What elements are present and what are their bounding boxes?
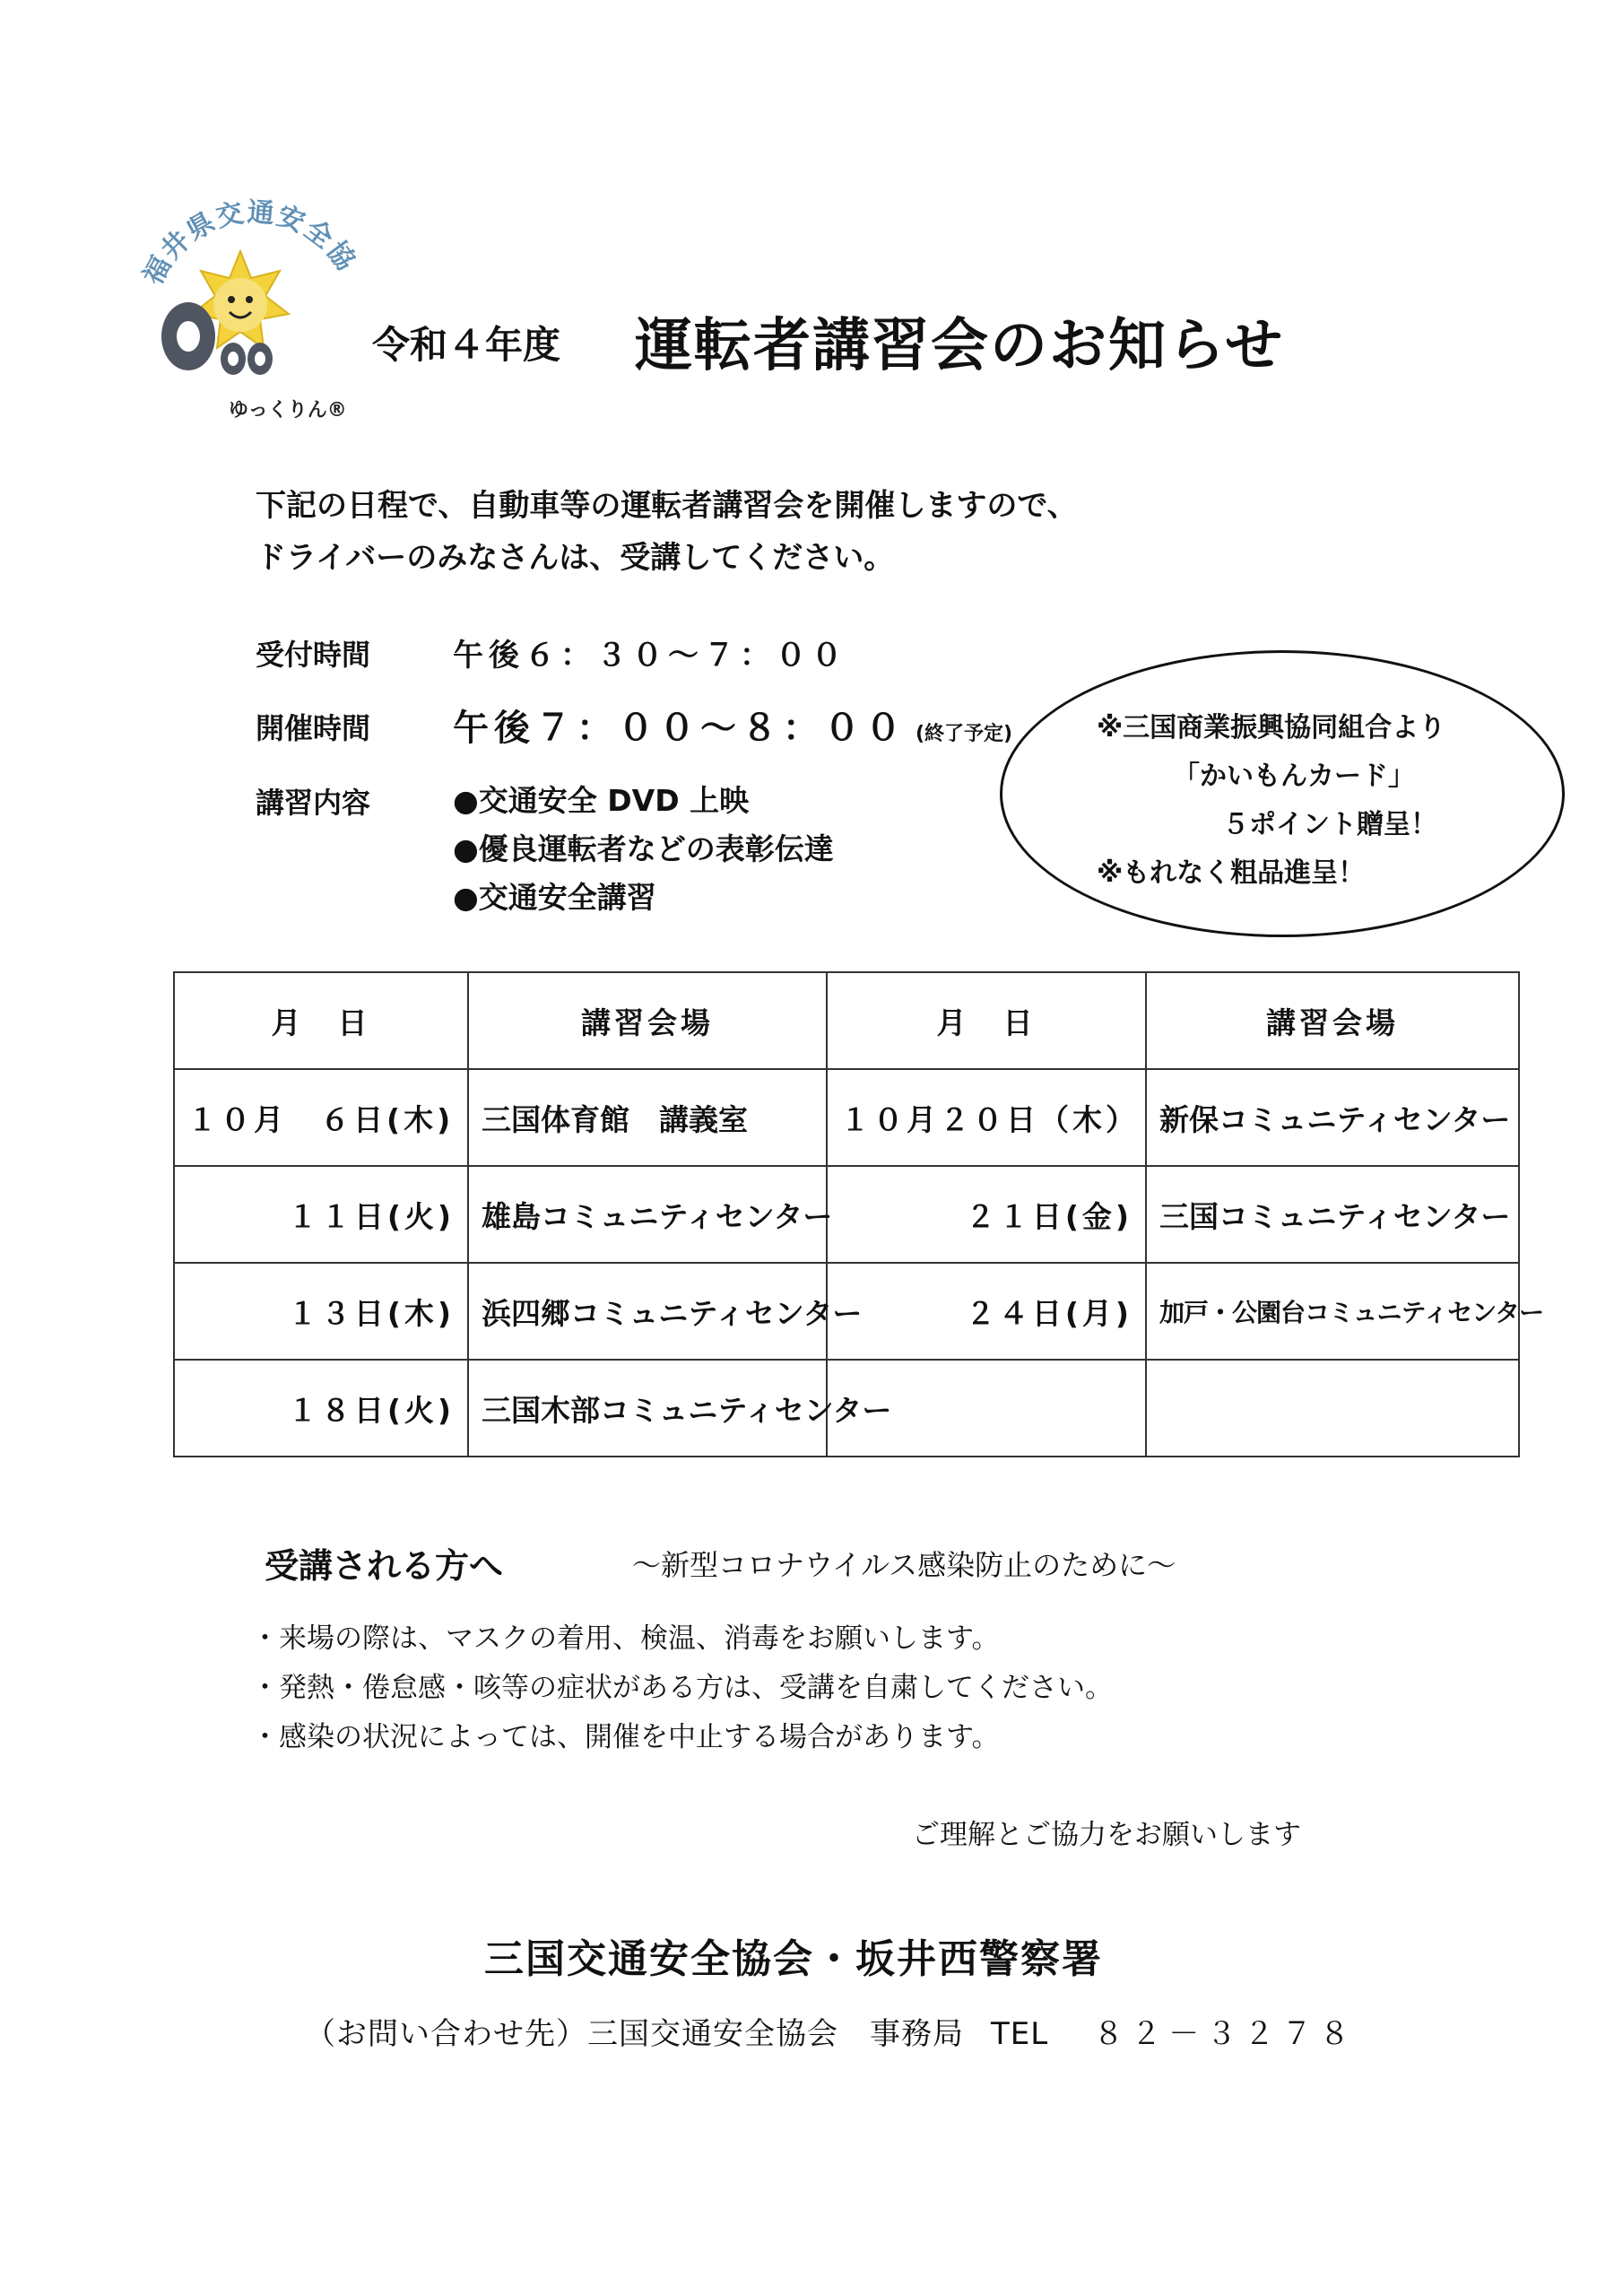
table-row [174, 1069, 1519, 1166]
schedule-table [173, 971, 1544, 1457]
logo-arc-text: 福井県交通安全協 [137, 196, 362, 291]
notice-item: ・感染の状況によっては、開催を中止する場合があります。 [251, 1721, 1000, 1753]
session-value: 午後７：００～８：００ [453, 708, 907, 749]
venue-cell: 雄島コミュニティセンター [468, 1166, 827, 1263]
session-note: (終了予定) [916, 723, 1013, 745]
contact-label: （お問い合わせ先）三国交通安全協会 事務局 [305, 2016, 964, 2052]
notice-item: ・発熱・倦怠感・咳等の症状がある方は、受講を自粛してください。 [251, 1672, 1113, 1704]
session-time [453, 700, 1012, 751]
tel-label: TEL [991, 2016, 1049, 2052]
content-item: ●優良運転者などの表彰伝達 [453, 831, 834, 866]
logo-caption: ゆっくりん® [229, 399, 347, 422]
date-cell: １３日(木) [174, 1263, 468, 1360]
oval-line-3: ５ポイント贈呈！ [1222, 809, 1437, 840]
intro-line-2: ドライバーのみなさんは、受講してください。 [256, 540, 895, 576]
table-header-row [174, 972, 1519, 1069]
header-venue: 講習会場 [468, 972, 827, 1069]
notice-item: ・来場の際は、マスクの着用、検温、消毒をお願いします。 [251, 1622, 1000, 1655]
table-row [174, 1360, 1519, 1457]
table-row [174, 1263, 1519, 1360]
session-label: 開催時間 [256, 711, 371, 745]
venue-cell: 新保コミュニティセンター [1146, 1069, 1519, 1166]
venue-cell: 加戸・公園台コミュニティセンター [1146, 1263, 1519, 1360]
date-cell: ２１日(金) [827, 1166, 1146, 1263]
venue-cell: 三国体育館 講義室 [468, 1069, 827, 1166]
content-item: ●交通安全 DVD 上映 [453, 783, 750, 818]
venue-cell: 浜四郷コミュニティセンター [468, 1263, 827, 1360]
tel-number: ８２－３２７８ [1093, 2016, 1358, 2052]
venue-cell: 三国木部コミュニティセンター [468, 1360, 827, 1457]
header-venue: 講習会場 [1146, 972, 1519, 1069]
notice-heading: 受講される方へ [265, 1546, 504, 1586]
closing-text: ご理解とご協力をお願いします [912, 1819, 1301, 1851]
header-date: 月 日 [174, 972, 468, 1069]
venue-cell [1146, 1360, 1519, 1457]
content-item: ●交通安全講習 [453, 880, 656, 915]
oval-line-2: 「かいもんカード」 [1173, 761, 1415, 792]
date-cell: １１日(火) [174, 1166, 468, 1263]
reception-value: 午後６：３０～７：００ [453, 638, 847, 674]
venue-cell: 三国コミュニティセンター [1146, 1166, 1519, 1263]
content-list [453, 777, 834, 922]
page-title: 運転者講習会のお知らせ [635, 313, 1285, 379]
intro-text [256, 480, 1078, 584]
header-date: 月 日 [827, 972, 1146, 1069]
content-label: 講習内容 [256, 786, 371, 820]
table-row [174, 1166, 1519, 1263]
notice-list [251, 1614, 1113, 1762]
organizers: 三国交通安全協会・坂井西警察署 [484, 1936, 1103, 1982]
oval-line-1: ※三国商業振興協同組合より [1097, 712, 1446, 744]
date-cell: ２４日(月) [827, 1263, 1146, 1360]
contact-line [305, 2009, 1357, 2053]
date-cell: １８日(火) [174, 1360, 468, 1457]
oval-line-4: ※もれなく粗品進呈！ [1097, 857, 1366, 889]
date-cell: １０月 ６日(木) [174, 1069, 468, 1166]
reception-label: 受付時間 [256, 638, 371, 672]
date-cell: １０月２０日（木） [827, 1069, 1146, 1166]
notice-subheading: ～新型コロナウイルス感染防止のために～ [632, 1548, 1176, 1582]
intro-line-1: 下記の日程で、自動車等の運転者講習会を開催しますので、 [256, 488, 1078, 524]
title-year: 令和４年度 [372, 323, 561, 367]
bonus-oval [1000, 650, 1565, 937]
